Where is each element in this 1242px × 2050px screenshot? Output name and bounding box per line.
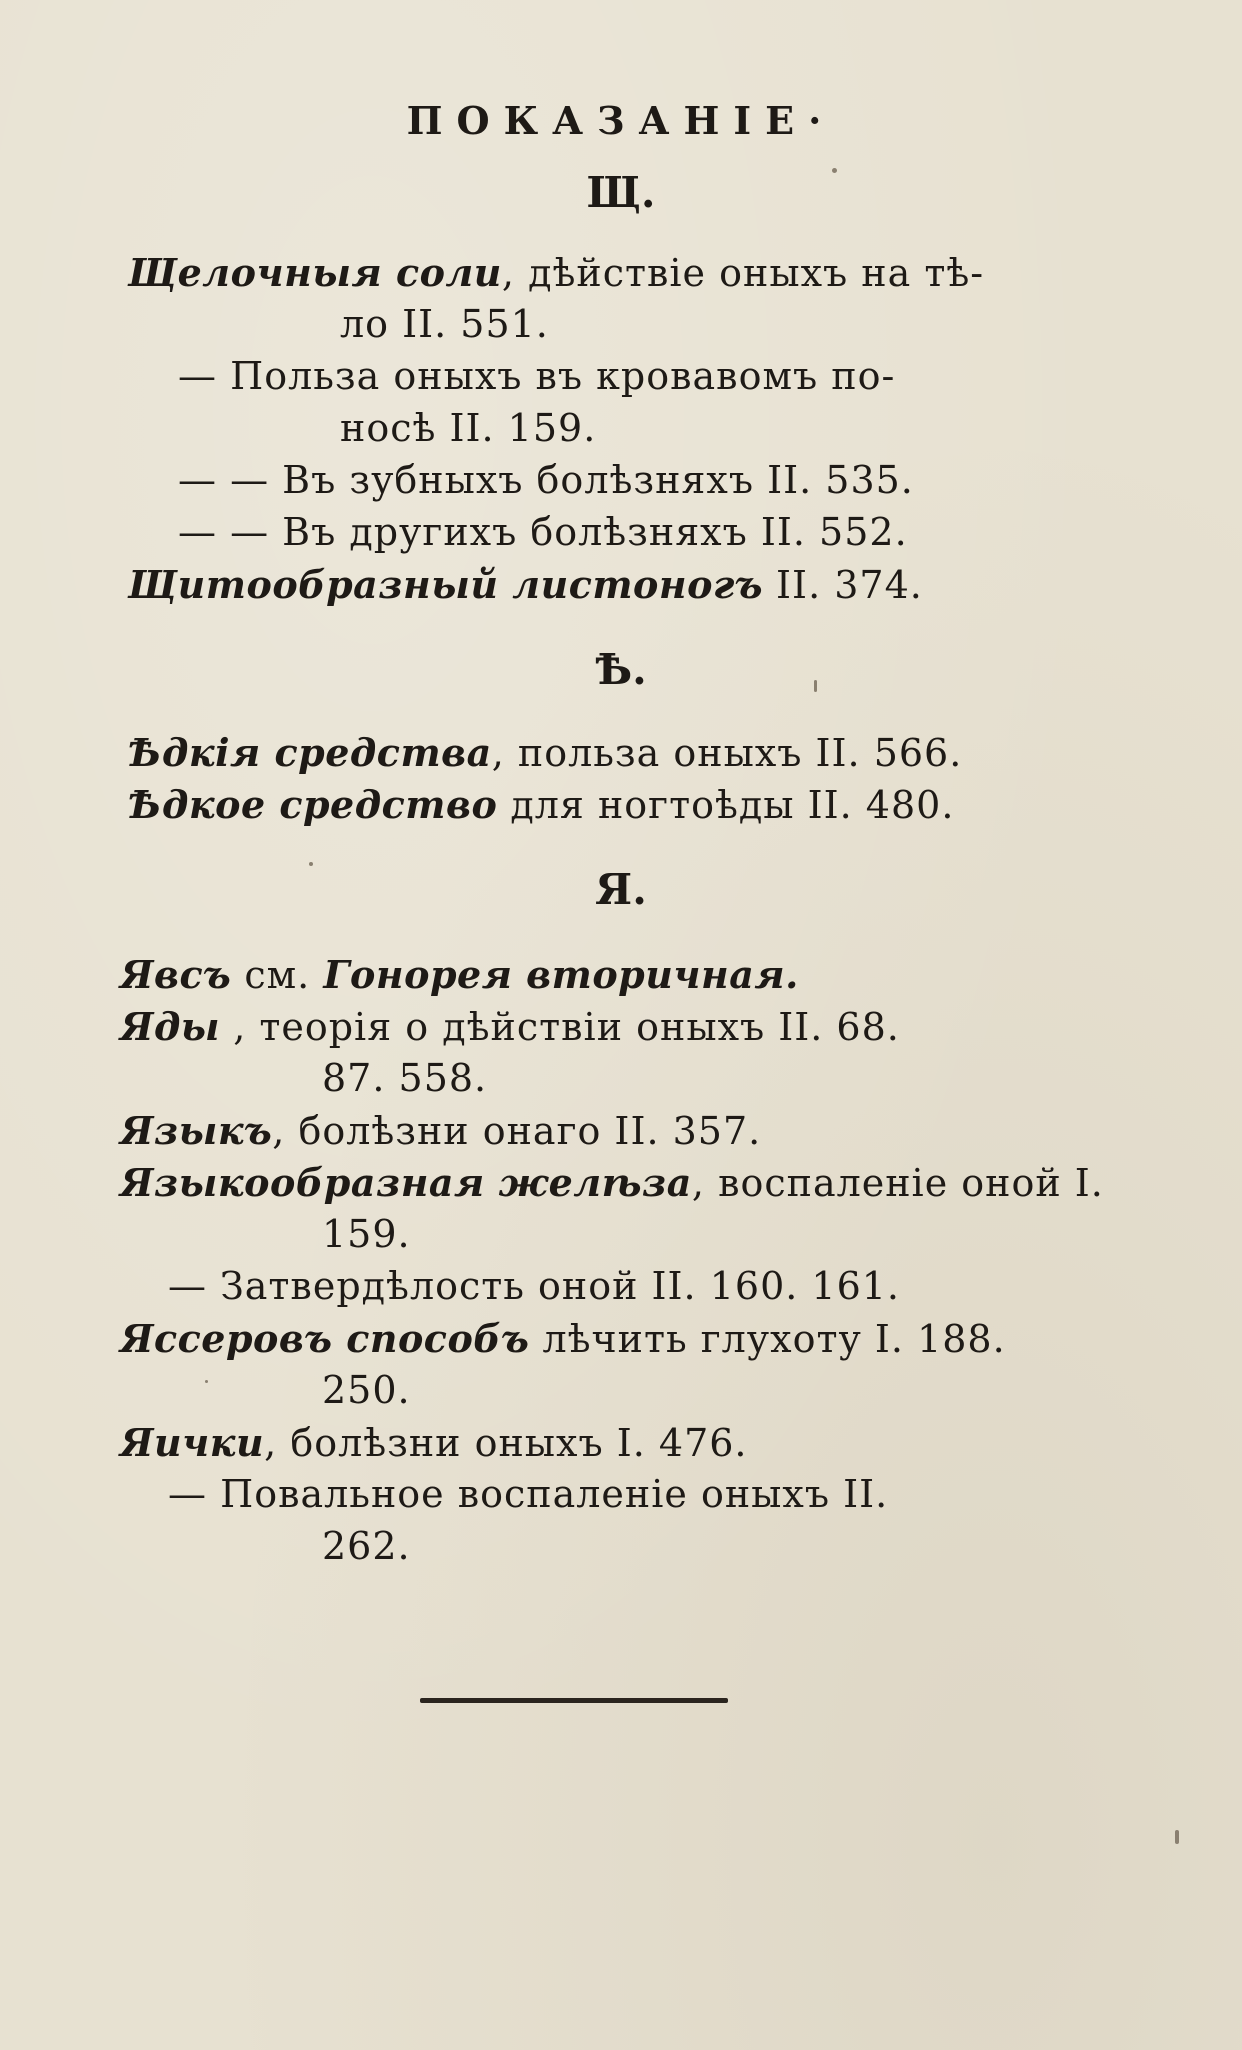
entry-text: носѣ II. 159.	[340, 406, 597, 450]
section-letter-ya: Я.	[595, 865, 647, 914]
index-entry	[120, 1004, 900, 1049]
entry-text: 250.	[322, 1368, 411, 1412]
entry-text: , болѣзни оныхъ I. 476.	[264, 1421, 748, 1465]
index-subentry	[168, 1264, 900, 1308]
entry-term: Щитообразный листоногъ	[128, 562, 763, 607]
entry-text: , воспаленіе оной I.	[691, 1161, 1104, 1205]
page-title: ПОКАЗАНІЕ·	[406, 98, 836, 143]
entry-term: Языкъ	[120, 1108, 273, 1153]
entry-text: лѣчить глухоту I. 188.	[529, 1317, 1006, 1361]
entry-term: Щелочныя соли	[128, 250, 502, 295]
index-entry	[120, 1316, 1006, 1361]
entry-term: Ѣдкое средство	[128, 782, 498, 827]
entry-text: ло II. 551.	[340, 302, 549, 346]
entry-cross-reference: Гонорея вторичная.	[323, 952, 799, 997]
entry-text: — Повальное воспаленіе оныхъ II.	[168, 1472, 889, 1516]
entry-text: см.	[231, 953, 324, 997]
index-entry	[128, 730, 962, 775]
entry-term: Яссеровъ способъ	[120, 1316, 530, 1361]
entry-text: , польза оныхъ II. 566.	[491, 731, 963, 775]
entry-term: Яды	[120, 1004, 221, 1049]
entry-text: для ногтоѣды II. 480.	[497, 783, 955, 827]
entry-text: — Польза оныхъ въ кровавомъ по-	[178, 354, 896, 398]
entry-text: , дѣйствіе оныхъ на тѣ-	[501, 251, 985, 295]
paper-speck	[205, 1380, 208, 1383]
index-subentry	[178, 458, 914, 502]
section-letter-shch: Щ.	[586, 168, 656, 217]
index-entry	[128, 562, 923, 607]
entry-text: 262.	[322, 1524, 411, 1568]
paper-speck	[814, 680, 817, 692]
paper-speck	[1175, 1830, 1179, 1844]
entry-text: II. 374.	[762, 563, 923, 607]
index-entry	[120, 1108, 761, 1153]
index-entry-continuation	[322, 1212, 411, 1256]
entry-term: Ѣдкія средства	[128, 730, 492, 775]
index-entry-continuation	[340, 406, 596, 450]
index-entry-continuation	[322, 1524, 411, 1568]
index-subentry	[178, 354, 895, 398]
index-entry	[120, 1160, 1104, 1205]
paper-speck	[309, 862, 313, 866]
index-entry	[128, 250, 984, 295]
entry-text: 159.	[322, 1212, 411, 1256]
index-entry-continuation	[340, 302, 549, 346]
index-subentry	[168, 1472, 888, 1516]
entry-text: — — Въ другихъ болѣзняхъ II. 552.	[178, 510, 908, 554]
index-subentry	[178, 510, 908, 554]
entry-text: 87. 558.	[322, 1056, 488, 1100]
index-entry	[120, 1420, 748, 1465]
entry-text: — — Въ зубныхъ болѣзняхъ II. 535.	[178, 458, 914, 502]
entry-text: , болѣзни онаго II. 357.	[272, 1109, 762, 1153]
entry-text: — Затвердѣлость оной II. 160. 161.	[168, 1264, 901, 1308]
entry-term: Языкообразная желѣза	[120, 1160, 692, 1205]
index-entry	[128, 782, 954, 827]
entry-term: Явсъ	[120, 952, 232, 997]
end-rule-divider	[420, 1698, 728, 1703]
index-entry-continuation	[322, 1368, 411, 1412]
entry-term: Яички	[120, 1420, 265, 1465]
index-entry	[120, 952, 799, 997]
paper-speck	[832, 168, 837, 173]
index-entry-continuation	[322, 1056, 487, 1100]
entry-text: , теорія о дѣйствіи оныхъ II. 68.	[220, 1005, 900, 1049]
section-letter-yat: Ѣ.	[595, 645, 647, 694]
